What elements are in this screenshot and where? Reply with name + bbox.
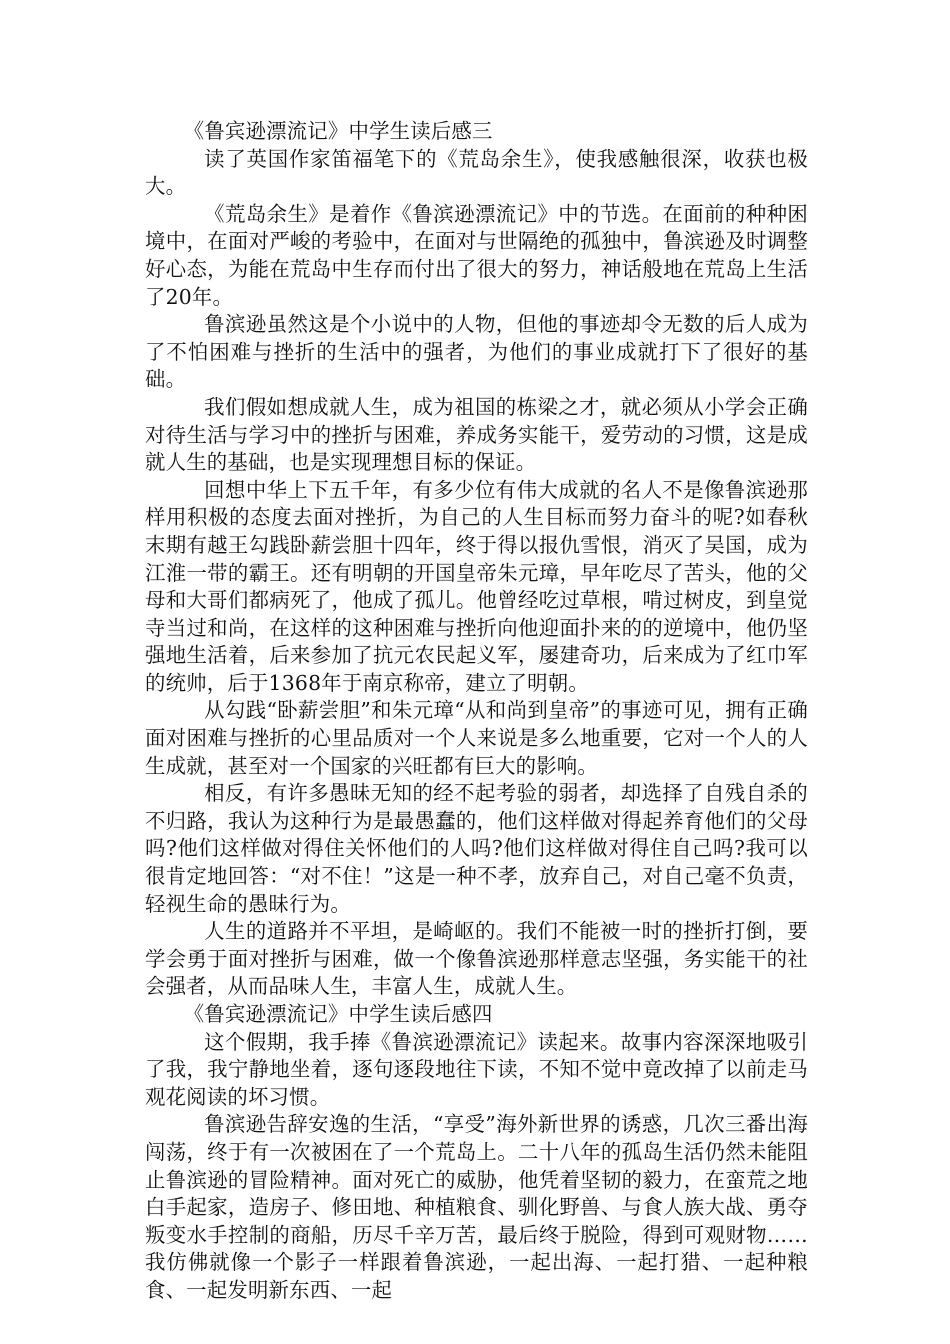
paragraph: 相反，有许多愚昧无知的经不起考验的弱者，却选择了自残自杀的不归路，我认为这种行为是最愚蠢的，他们这样做对得起养育他们的父母吗?他们这样做对得住关怀他们的人吗?他们这样做对得住自己吗?我可以很肯定地回答：“对不住！”这是一种不孝，放弃自己，对自己毫不负责，轻视生命的愚昧行为。 [145,781,808,916]
section-title: 《鲁宾逊漂流记》中学生读后感四 [183,1002,493,1026]
paragraph: 我们假如想成就人生，成为祖国的栋梁之才，就必须从小学会正确对待生活与学习中的挫折与困难，养成务实能干，爱劳动的习惯，这是成就人生的基础，也是实现理想目标的保证。 [145,394,808,475]
paragraph: 从勾践“卧薪尝胆”和朱元璋“从和尚到皇帝”的事迹可见，拥有正确面对困难与挫折的心里品质对一个人来说是多么地重要，它对一个人的人生成就，甚至对一个国家的兴旺都有巨大的影响。 [145,698,808,778]
paragraph: 读了英国作家笛福笔下的《荒岛余生》，使我感触很深，收获也极大。 [145,146,808,199]
document-page [145,118,808,1305]
paragraph: 鲁滨逊虽然这是个小说中的人物，但他的事迹却令无数的后人成为了不怕困难与挫折的生活中的强者，为他们的事业成就打下了很好的基础。 [145,312,808,392]
paragraph: 鲁滨逊告辞安逸的生活，“享受”海外新世界的诱惑，几次三番出海闯荡，终于有一次被困在了一个荒岛上。二十八年的孤岛生活仍然未能阻止鲁滨逊的冒险精神。面对死亡的威胁，他凭着坚韧的毅力，在蛮荒之地白手起家，造房子、修田地、种植粮食、驯化野兽、与食人族大战、勇夺叛变水手控制的商船，历尽千辛万苦，最后终于脱险，得到可观财物……我仿佛就像一个影子一样跟着鲁滨逊，一起出海、一起打猎、一起种粮食、一起发明新东西、一起 [145,1112,808,1302]
paragraph: 人生的道路并不平坦，是崎岖的。我们不能被一时的挫折打倒，要学会勇于面对挫折与困难，做一个像鲁滨逊那样意志坚强，务实能干的社会强者，从而品味人生，丰富人生，成就人生。 [145,919,808,999]
paragraph: 《荒岛余生》是着作《鲁滨逊漂流记》中的节选。在面前的种种困境中，在面对严峻的考验中，在面对与世隔绝的孤独中，鲁滨逊及时调整好心态，为能在荒岛中生存而付出了很大的努力，神话般地在荒岛上生活了20年。 [145,201,808,309]
paragraph: 回想中华上下五千年，有多少位有伟大成就的名人不是像鲁滨逊那样用积极的态度去面对挫折，为自己的人生目标而努力奋斗的呢?如春秋末期有越王勾践卧薪尝胆十四年，终于得以报仇雪恨，消灭了吴国，成为江淮一带的霸王。还有明朝的开国皇帝朱元璋，早年吃尽了苦头，他的父母和大哥们都病死了，他成了孤儿。他曾经吃过草根，啃过树皮，到皇觉寺当过和尚，在这样的这种困难与挫折向他迎面扑来的的逆境中，他仍坚强地生活着，后来参加了抗元农民起义军，屡建奇功，后来成为了红巾军的统帅，后于1368年于南京称帝，建立了明朝。 [145,477,808,695]
section-title: 《鲁宾逊漂流记》中学生读后感三 [183,119,493,143]
paragraph: 这个假期，我手捧《鲁滨逊漂流记》读起来。故事内容深深地吸引了我，我宁静地坐着，逐句逐段地往下读，不知不觉中竟改掉了以前走马观花阅读的坏习惯。 [145,1029,808,1109]
